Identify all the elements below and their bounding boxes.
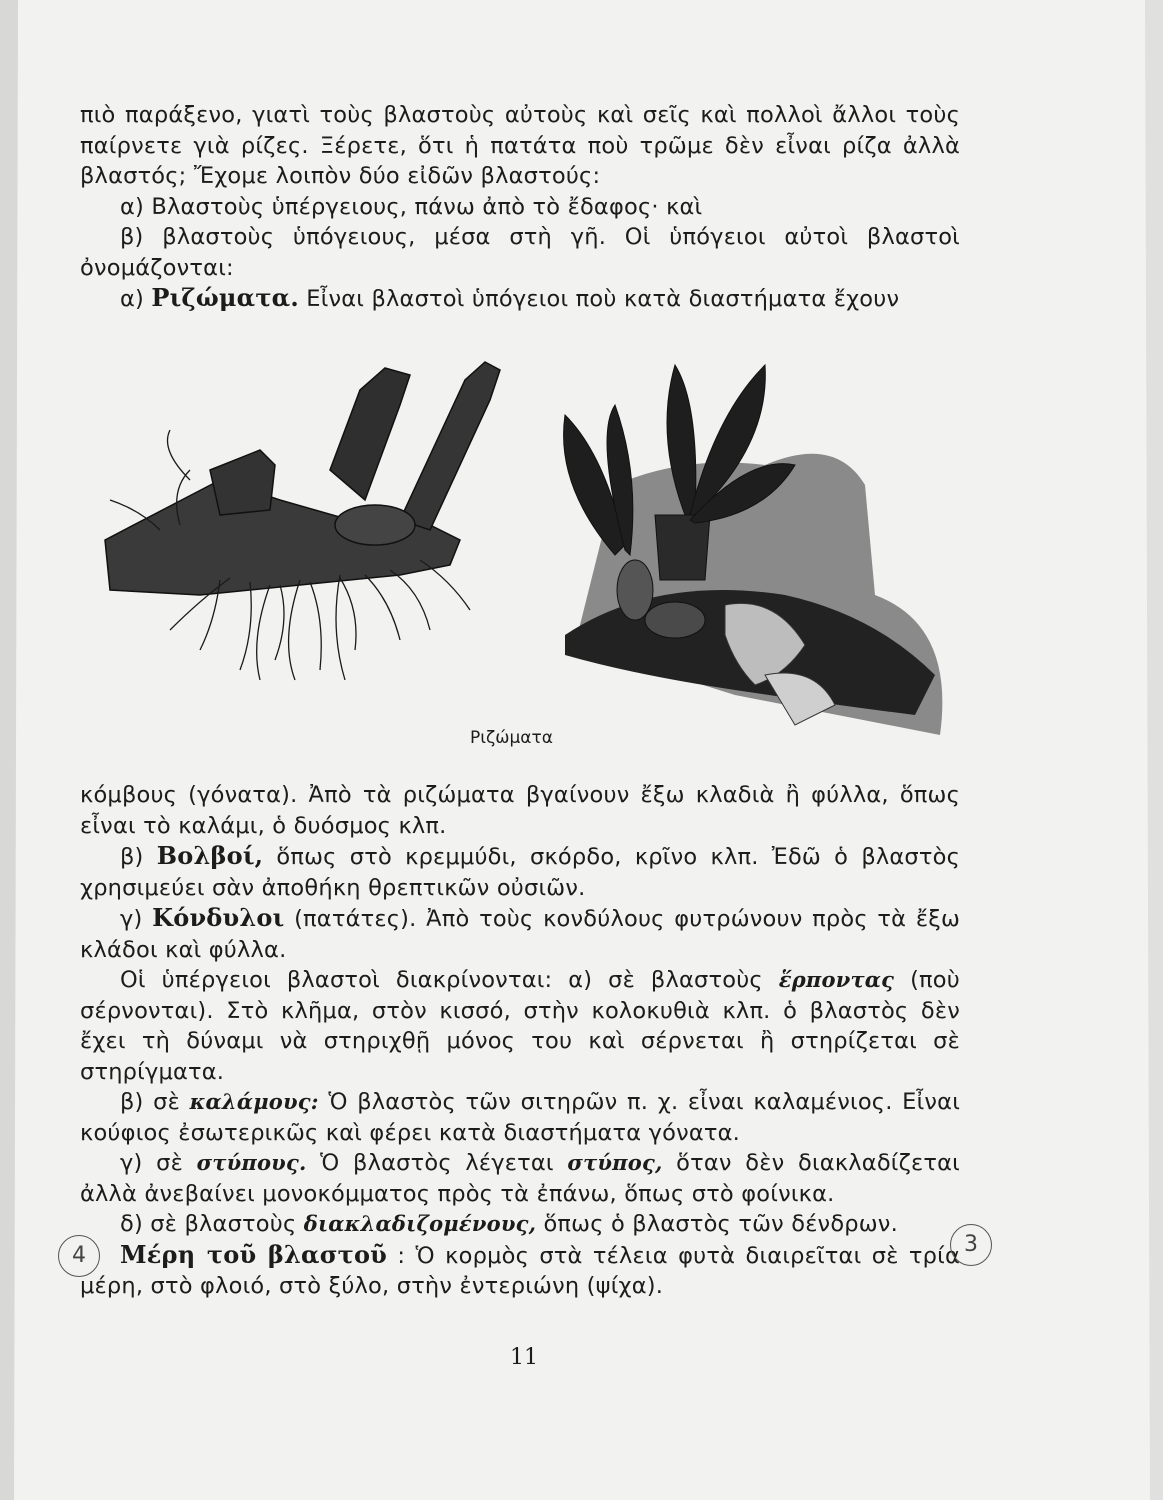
reed-term: καλάμους: [189,1089,319,1114]
trunk-text-1: Ὁ βλαστὸς λέγεται [320,1150,554,1176]
reed-text: Ὁ βλαστὸς τῶν σιτηρῶν π. χ. εἶναι καλαμένιος. Εἶναι κούφιος ἐσωτερικῶς καὶ φέρει κατὰ διαστήματα γόνατα. [80,1089,961,1146]
paragraph-stem-parts [80,1240,960,1302]
branch-prefix: δ) σὲ βλαστοὺς [120,1211,297,1237]
aerial-text-2: (ποὺ σέρνονται). Στὸ κλῆμα, στὸν κισσό, στὴν κολοκυθιὰ κλπ. ὁ βλαστὸς δὲν ἔχει τὴ δύναμι νὰ στηριχθῇ μόνος του καὶ σέρνεται ἢ στηρίζεται σὲ στηρίγματα. [80,967,960,1085]
trunk-term: στύπους. [196,1150,307,1175]
tubers-text: (πατάτες). Ἀπὸ τοὺς κονδύλους φυτρώνουν πρὸς τὰ ἔξω κλάδοι καὶ φύλλα. [80,906,961,963]
page-number: 11 [510,1345,538,1370]
paragraph-tubers [80,903,960,965]
trunk-text-2: ὅταν δὲν διακλαδίζεται ἀλλὰ ἀνεβαίνει μονοκόμματος πρὸς τὰ ἐπάνω, ὅπως στὸ φοίνικα. [80,1150,960,1207]
trunk-prefix: γ) σὲ [120,1150,183,1176]
bulbs-text: ὅπως στὸ κρεμμύδι, σκόρδο, κρῖνο κλπ. Ἐδῶ ὁ βλαστὸς χρησιμεύει σὰν ἀποθήκη θρεπτικῶν οὐσιῶν. [80,844,961,901]
paragraph-aerial [80,965,960,1087]
tubers-term: Κόνδυλοι [152,903,285,932]
handwritten-note-right: 3 [950,1224,992,1266]
bulbs-term: Βολβοί, [156,841,264,870]
paragraph-trunk [80,1148,960,1209]
parts-term: Μέρη τοῦ βλαστοῦ [120,1239,388,1269]
paragraph-branching [80,1209,960,1240]
text-block-bottom [80,780,960,1302]
branch-term: διακλαδιζομένους, [303,1211,537,1236]
figure-caption: Ριζώματα [470,728,553,748]
list-item-aerial: α) Βλαστοὺς ὑπέργειους, πάνω ἀπὸ τὸ ἔδαφος· καὶ [120,193,703,220]
trunk-term-2: στύπος, [567,1150,663,1175]
rhizome-term: Ριζώματα. [151,283,299,312]
bulbs-prefix: β) [120,844,144,870]
rhizome-text: Εἶναι βλαστοὶ ὑπόγειοι ποὺ κατὰ διαστήματα ἔχουν [306,286,900,312]
potted-plant-illustration [535,345,965,745]
aerial-text-1: Οἱ ὑπέργειοι βλαστοὶ διακρίνονται: α) σὲ βλαστοὺς [120,967,763,993]
branch-text: ὅπως ὁ βλαστὸς τῶν δένδρων. [543,1211,898,1237]
paragraph-bulbs [80,841,960,903]
rhizome-prefix: α) [120,286,145,312]
paragraph-intro: πιὸ παράξενο, γιατὶ τοὺς βλαστοὺς αὐτοὺς καὶ σεῖς καὶ πολλοὶ ἄλλοι τοὺς παίρνετε γιὰ ρίζες. Ξέρετε, ὅτι ἡ πατάτα ποὺ τρῶμε δὲν εἶναι ρίζα ἀλλὰ βλαστός; Ἔχομε λοιπὸν δύο εἰδῶν βλαστούς: [80,102,960,189]
rhizome-illustration [100,350,510,690]
aerial-term: ἕρποντας [778,967,895,992]
tubers-prefix: γ) [120,906,143,932]
paragraph-continuation: κόμβους (γόνατα). Ἀπὸ τὰ ριζώματα βγαίνουν ἔξω κλαδιὰ ἢ φύλλα, ὅπως εἶναι τὸ καλάμι, ὁ δυόσμος κλπ. [80,782,960,839]
paragraph-rhizomes [80,283,960,315]
text-block-top [80,100,960,315]
paragraph-reed [80,1087,960,1148]
handwritten-note-left: 4 [58,1235,100,1277]
parts-text: : Ὁ κορμὸς στὰ τέλεια φυτὰ διαιρεῖται σὲ τρία μέρη, στὸ φλοιό, στὸ ξύλο, στὴν ἐντεριώνη (ψίχα). [80,1242,960,1299]
list-item-underground: β) βλαστοὺς ὑπόγειους, μέσα στὴ γῆ. Οἱ ὑπόγειοι αὐτοὶ βλαστοὶ ὀνομάζονται: [80,224,960,281]
reed-prefix: β) σὲ [120,1089,180,1115]
